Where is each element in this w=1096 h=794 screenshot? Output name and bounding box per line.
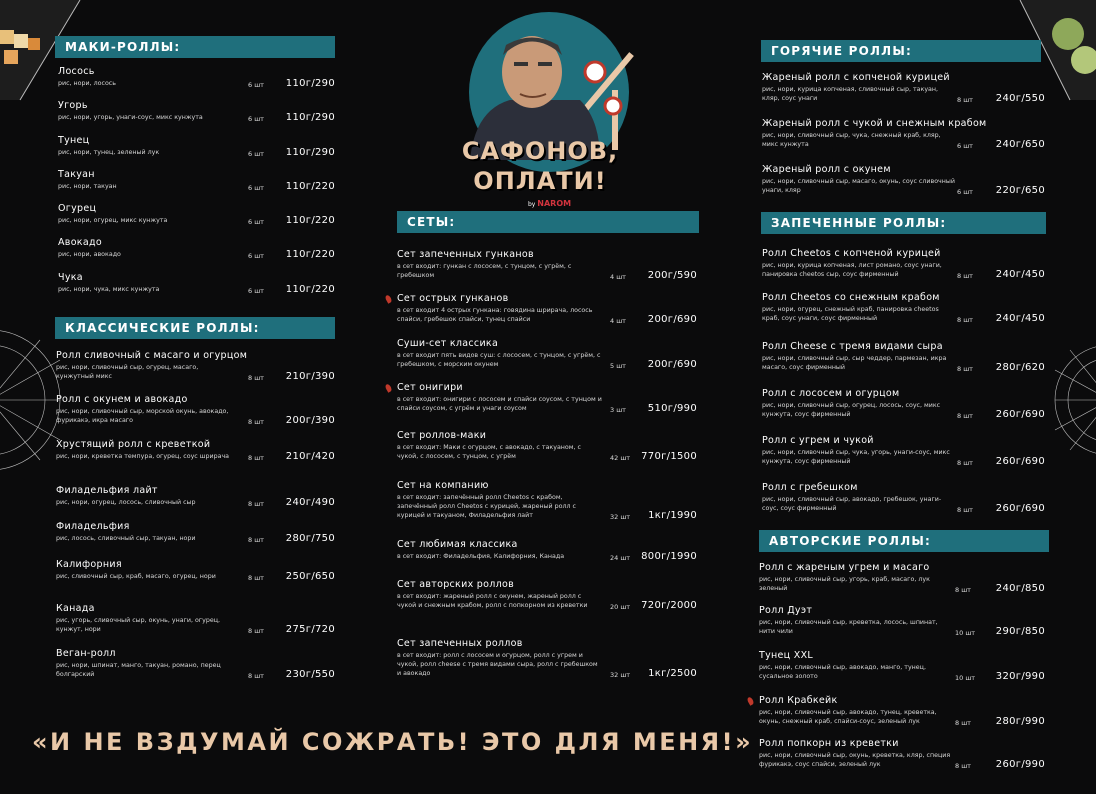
menu-item — [397, 382, 602, 413]
item-quantity: 8 шт — [957, 316, 973, 324]
item-name: Филадельфия — [56, 521, 130, 532]
item-description: в сет входит: ролл с лососем и огурцом, ролл с угрем и чукой, ролл cheese с тремя видами сыра, ролл с гребешком и авокадо — [397, 652, 598, 677]
menu-item — [56, 559, 236, 581]
sushi-icon — [605, 98, 621, 114]
item-quantity: 8 шт — [957, 365, 973, 373]
sushi-piece — [14, 34, 28, 48]
item-description: в сет входит: запечённый ролл Cheetos с крабом, запечённый ролл Cheetos с курицей, жареный ролл с курицей и такуаном, Филадельфия лайт — [397, 494, 577, 519]
item-quantity: 24 шт — [610, 554, 631, 562]
menu-item — [762, 482, 957, 513]
menu-item — [397, 579, 602, 610]
item-name: Сет острых гунканов — [397, 293, 509, 304]
item-name: Жареный ролл с чукой и снежным крабом — [762, 118, 987, 129]
item-name: Ролл Cheetos со снежным крабом — [762, 292, 940, 303]
item-price: 250г/650 — [285, 571, 335, 582]
section-sets-header: СЕТЫ: — [397, 211, 699, 233]
item-description: рис, нори, сливочный сыр, морской окунь, авокадо, фурикакэ, икра масаго — [56, 408, 229, 424]
item-quantity: 6 шт — [957, 188, 973, 196]
item-price: 110г/220 — [285, 215, 335, 226]
item-description: в сет входит: жареный ролл с окунем, жареный ролл с чукой и снежным крабом, ролл с попкорном из креветки — [397, 593, 588, 609]
menu-item — [762, 118, 987, 149]
logo-title — [440, 136, 640, 196]
item-name: Тунец — [58, 135, 90, 146]
item-name: Ролл с лососем и огурцом — [762, 388, 900, 399]
item-quantity: 6 шт — [248, 218, 264, 226]
item-name: Калифорния — [56, 559, 122, 570]
menu-item — [56, 485, 236, 507]
sushi-piece — [0, 30, 14, 44]
menu-item — [397, 539, 602, 561]
item-price: 260г/690 — [995, 409, 1045, 420]
item-description: рис, нори, авокадо — [58, 251, 121, 258]
item-name: Ролл сливочный с масаго и огурцом — [56, 350, 248, 361]
menu-item — [762, 248, 957, 279]
menu-item — [56, 603, 236, 634]
item-description: рис, нори, сливочный сыр, окунь, креветка, кляр, специя фурикакэ, соус спайси, зеленый лук — [759, 752, 951, 768]
item-quantity: 6 шт — [248, 115, 264, 123]
item-name: Ролл Cheese с тремя видами сыра — [762, 341, 943, 352]
item-name: Канада — [56, 603, 95, 614]
item-price: 280г/620 — [995, 362, 1045, 373]
menu-item — [58, 237, 238, 259]
item-price: 800г/1990 — [641, 551, 697, 562]
item-price: 260г/690 — [995, 503, 1045, 514]
item-price: 200г/390 — [285, 415, 335, 426]
item-quantity: 8 шт — [248, 536, 264, 544]
item-price: 220г/650 — [995, 185, 1045, 196]
item-quantity: 8 шт — [957, 412, 973, 420]
item-description: рис, нори, креветка темпура, огурец, соус шрирача — [56, 453, 230, 460]
item-quantity: 6 шт — [248, 287, 264, 295]
item-description: рис, нори, сливочный сыр, креветка, лосось, шпинат, нити чили — [759, 619, 938, 635]
item-name: Лосось — [58, 66, 95, 77]
item-price: 210г/390 — [285, 371, 335, 382]
item-description: рис, нори, тунец, зеленый лук — [58, 149, 160, 156]
item-name: Веган-ролл — [56, 648, 116, 659]
item-quantity: 8 шт — [248, 500, 264, 508]
item-description: рис, нори, сливочный сыр, авокадо, тунец, креветка, окунь, снежный краб, спайси-соус, зеленый лук — [759, 709, 937, 725]
item-quantity: 5 шт — [610, 362, 626, 370]
item-description: рис, нори, чука, микс кунжута — [58, 286, 160, 293]
item-price: 110г/290 — [285, 112, 335, 123]
item-quantity: 4 шт — [610, 317, 626, 325]
item-description: рис, сливочный сыр, краб, масаго, огурец, нори — [56, 573, 216, 580]
menu-item — [397, 638, 602, 678]
menu-item — [397, 338, 602, 369]
item-description: в сет входит: Маки с огурцом, с авокадо, с такуаном, с чукой, с лососем, с тунцом, с угрём — [397, 444, 581, 460]
menu-item — [762, 388, 957, 419]
item-price: 200г/690 — [647, 314, 697, 325]
menu-item — [762, 292, 957, 323]
item-name: Такуан — [58, 169, 95, 180]
item-quantity: 8 шт — [248, 374, 264, 382]
menu-item — [58, 135, 238, 157]
item-name: Сет роллов-маки — [397, 430, 487, 441]
menu-item — [397, 293, 602, 324]
section-baked-header: ЗАПЕЧЕННЫЕ РОЛЛЫ: — [761, 212, 1046, 234]
item-description: в сет входит: онигири с лососем и спайси соусом, с тунцом и спайси соусом, с угрём и унаги соусом — [397, 396, 602, 412]
item-name: Филадельфия лайт — [56, 485, 158, 496]
menu-item — [759, 605, 954, 636]
item-price: 240г/550 — [995, 93, 1045, 104]
item-description: рис, нори, огурец, снежный краб, панировка cheetos краб, соус унаги, соус фирменный — [762, 306, 939, 322]
menu-item — [762, 164, 957, 195]
item-quantity: 8 шт — [248, 418, 264, 426]
section-classic-header: КЛАССИЧЕСКИЕ РОЛЛЫ: — [55, 317, 335, 339]
item-price: 240г/490 — [285, 497, 335, 508]
item-name: Ролл с жареным угрем и масаго — [759, 562, 930, 573]
item-name: Ролл попкорн из креветки — [759, 738, 899, 749]
menu-item — [56, 648, 236, 679]
fan-decoration-left — [0, 330, 60, 470]
item-name: Ролл с окунем и авокадо — [56, 394, 188, 405]
logo-byline — [528, 199, 571, 208]
item-price: 110г/220 — [285, 181, 335, 192]
item-name: Суши-сет классика — [397, 338, 499, 349]
item-name: Сет на компанию — [397, 480, 489, 491]
menu-item — [56, 521, 236, 543]
item-quantity: 10 шт — [955, 674, 976, 682]
item-quantity: 8 шт — [955, 762, 971, 770]
item-description: рис, нори, шпинат, манго, такуан, романо, перец болгарский — [56, 662, 221, 678]
sushi-piece — [28, 38, 40, 50]
item-price: 230г/550 — [285, 669, 335, 680]
item-price: 240г/450 — [995, 313, 1045, 324]
menu-item — [58, 66, 238, 88]
item-price: 110г/220 — [285, 284, 335, 295]
menu-item — [56, 394, 236, 425]
sushi-icon — [585, 62, 605, 82]
item-description: рис, нори, сливочный сыр, чука, угорь, унаги-соус, микс кунжута, соус фирменный — [762, 449, 950, 465]
item-quantity: 20 шт — [610, 603, 631, 611]
item-name: Ролл с угрем и чукой — [762, 435, 874, 446]
item-description: рис, нори, сливочный сыр, сыр чеддер, пармезан, икра масаго, соус фирменный — [762, 355, 947, 371]
menu-item — [58, 169, 238, 191]
item-price: 275г/720 — [285, 624, 335, 635]
item-name: Сет любимая классика — [397, 539, 518, 550]
menu-item — [397, 480, 602, 520]
item-description: рис, нори, курица копченая, лист романо, соус унаги, панировка cheetos сыр, соус фирменный — [762, 262, 942, 278]
item-name: Хрустящий ролл с креветкой — [56, 439, 211, 450]
menu-item — [58, 203, 238, 225]
menu-item — [762, 435, 957, 466]
item-quantity: 6 шт — [248, 81, 264, 89]
menu-item — [58, 272, 238, 294]
item-quantity: 8 шт — [957, 272, 973, 280]
item-description: рис, нори, сливочный сыр, чука, снежный краб, кляр, микс кунжута — [762, 132, 941, 148]
item-quantity: 8 шт — [957, 96, 973, 104]
item-description: рис, нори, угорь, унаги-соус, микс кунжута — [58, 114, 203, 121]
item-description: рис, нори, сливочный сыр, огурец, масаго, кунжутный микс — [56, 364, 199, 380]
item-quantity: 8 шт — [248, 574, 264, 582]
item-name: Угорь — [58, 100, 88, 111]
menu-item — [56, 439, 236, 461]
menu-item — [762, 341, 957, 372]
item-price: 240г/850 — [995, 583, 1045, 594]
slogan: «И НЕ ВЗДУМАЙ СОЖРАТЬ! ЭТО ДЛЯ МЕНЯ!» — [32, 728, 754, 756]
item-quantity: 8 шт — [955, 719, 971, 727]
section-author-header: АВТОРСКИЕ РОЛЛЫ: — [759, 530, 1049, 552]
menu-item — [759, 562, 954, 593]
item-price: 240г/450 — [995, 269, 1045, 280]
item-quantity: 3 шт — [610, 406, 626, 414]
item-description: в сет входит пять видов суш: с лососем, с тунцом, с угрём, с гребешком, с морским окунем — [397, 352, 601, 368]
item-price: 200г/590 — [647, 270, 697, 281]
section-hot-header: ГОРЯЧИЕ РОЛЛЫ: — [761, 40, 1041, 62]
item-price: 320г/990 — [995, 671, 1045, 682]
item-quantity: 32 шт — [610, 671, 631, 679]
logo-by: by — [528, 201, 536, 208]
item-quantity: 32 шт — [610, 513, 631, 521]
item-quantity: 8 шт — [957, 459, 973, 467]
item-name: Тунец XXL — [759, 650, 813, 661]
item-description: рис, нори, огурец, лосось, сливочный сыр — [56, 499, 196, 506]
logo-line2: ОПЛАТИ! — [473, 167, 607, 195]
logo-line1: САФОНОВ, — [461, 137, 619, 165]
item-price: 720г/2000 — [641, 600, 697, 611]
item-quantity: 42 шт — [610, 454, 631, 462]
item-price: 1кг/2500 — [648, 668, 697, 679]
item-name: Сет запеченных гунканов — [397, 249, 534, 260]
item-name: Авокадо — [58, 237, 102, 248]
item-price: 110г/220 — [285, 249, 335, 260]
item-price: 1кг/1990 — [648, 510, 697, 521]
item-name: Жареный ролл с копченой курицей — [762, 72, 950, 83]
menu-item — [759, 695, 954, 726]
item-name: Сет онигири — [397, 382, 463, 393]
item-description: рис, нори, сливочный сыр, авокадо, гребешок, унаги-соус, соус фирменный — [762, 496, 942, 512]
menu-item — [759, 738, 954, 769]
item-description: рис, угорь, сливочный сыр, окунь, унаги, огурец, кунжут, нори — [56, 617, 220, 633]
item-description: рис, нори, сливочный сыр, авокадо, манго, тунец, сусальное золото — [759, 664, 926, 680]
item-price: 770г/1500 — [641, 451, 697, 462]
item-name: Сет запеченных роллов — [397, 638, 523, 649]
item-name: Жареный ролл с окунем — [762, 164, 891, 175]
menu-item — [762, 72, 957, 103]
item-description: в сет входит: гункан с лососем, с тунцом, с угрём, с гребешком — [397, 263, 572, 279]
item-name: Ролл Cheetos с копченой курицей — [762, 248, 941, 259]
item-quantity: 8 шт — [248, 672, 264, 680]
menu-item — [397, 430, 602, 461]
item-price: 210г/420 — [285, 451, 335, 462]
section-maki-header: МАКИ-РОЛЛЫ: — [55, 36, 335, 58]
item-description: рис, нори, лосось — [58, 80, 116, 87]
item-price: 290г/850 — [995, 626, 1045, 637]
item-quantity: 8 шт — [248, 627, 264, 635]
item-price: 510г/990 — [647, 403, 697, 414]
item-description: в сет входит: Филадельфия, Калифорния, Канада — [397, 553, 565, 560]
item-name: Чука — [58, 272, 83, 283]
item-price: 240г/650 — [995, 139, 1045, 150]
item-description: рис, нори, сливочный сыр, угорь, краб, масаго, лук зеленый — [759, 576, 930, 592]
item-name: Огурец — [58, 203, 97, 214]
item-description: рис, нори, такуан — [58, 183, 117, 190]
menu-item — [58, 100, 238, 122]
item-price: 200г/690 — [647, 359, 697, 370]
item-quantity: 8 шт — [955, 586, 971, 594]
item-name: Ролл Дуэт — [759, 605, 813, 616]
item-price: 110г/290 — [285, 147, 335, 158]
item-quantity: 10 шт — [955, 629, 976, 637]
item-price: 260г/690 — [995, 456, 1045, 467]
sushi-piece — [4, 50, 18, 64]
item-quantity: 6 шт — [957, 142, 973, 150]
item-price: 280г/750 — [285, 533, 335, 544]
item-name: Ролл с гребешком — [762, 482, 858, 493]
item-description: рис, нори, сливочный сыр, масаго, окунь, соус сливочный унаги, кляр — [762, 178, 955, 194]
item-description: рис, лосось, сливочный сыр, такуан, нори — [56, 535, 196, 542]
item-description: в сет входит 4 острых гункана: говядина шрирача, лосось спайси, гребешок спайси, тунец спайси — [397, 307, 593, 323]
item-quantity: 8 шт — [248, 454, 264, 462]
fan-decoration-right — [1055, 345, 1096, 455]
item-description: рис, нори, огурец, микс кунжута — [58, 217, 168, 224]
item-price: 280г/990 — [995, 716, 1045, 727]
item-quantity: 6 шт — [248, 252, 264, 260]
item-name: Сет авторских роллов — [397, 579, 515, 590]
menu-item — [56, 350, 247, 381]
menu-item — [759, 650, 954, 681]
item-quantity: 8 шт — [957, 506, 973, 514]
menu-item — [397, 249, 602, 280]
item-name: Ролл Крабкейк — [759, 695, 838, 706]
item-quantity: 6 шт — [248, 150, 264, 158]
item-price: 110г/290 — [285, 78, 335, 89]
item-quantity: 4 шт — [610, 273, 626, 281]
item-price: 260г/990 — [995, 759, 1045, 770]
item-description: рис, нори, курица копченая, сливочный сыр, такуан, кляр, соус унаги — [762, 86, 939, 102]
item-description: рис, нори, сливочный сыр, огурец, лосось, соус, микс кунжута, соус фирменный — [762, 402, 941, 418]
logo-brand: NAROM — [537, 199, 572, 208]
sushi-piece — [1052, 18, 1084, 50]
item-quantity: 6 шт — [248, 184, 264, 192]
